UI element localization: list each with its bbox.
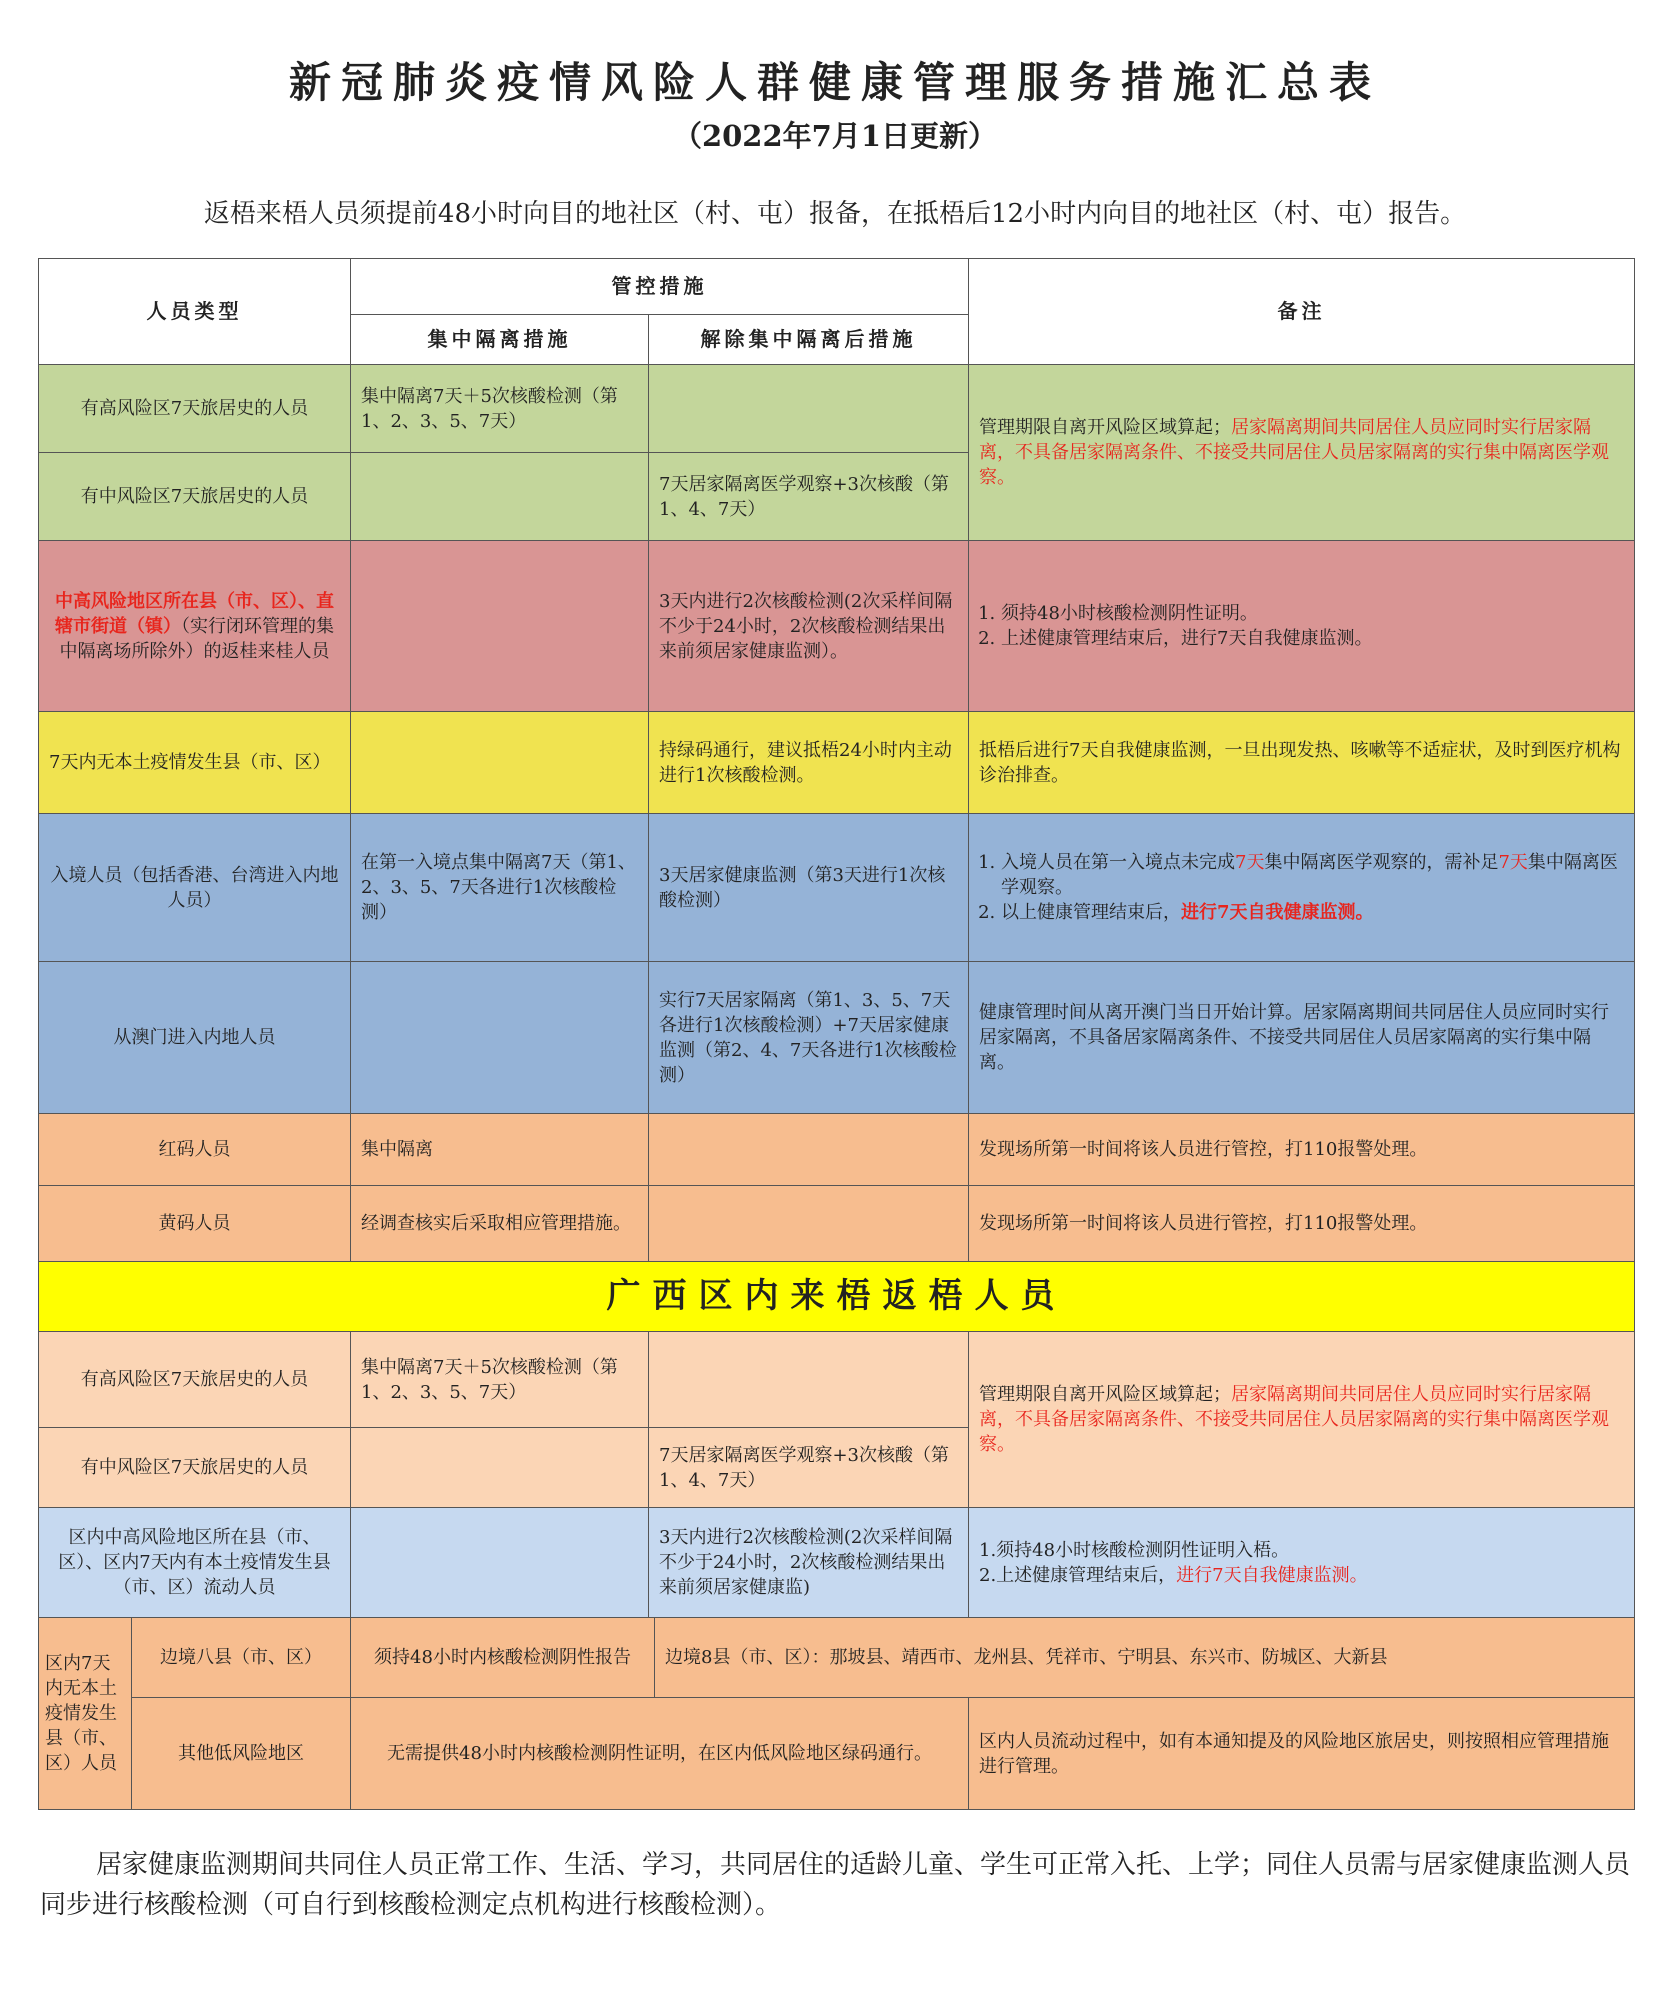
after-release-cell: 7天居家隔离医学观察+3次核酸（第1、4、7天） bbox=[649, 453, 969, 541]
header-after-release: 解除集中隔离后措施 bbox=[649, 315, 969, 365]
remark-highlight-text: 7天 bbox=[1498, 852, 1528, 873]
table-row bbox=[39, 814, 1635, 962]
person-type-cell: 入境人员（包括香港、台湾进入内地人员） bbox=[39, 814, 351, 962]
after-release-cell bbox=[649, 1186, 969, 1262]
remarks-cell: 健康管理时间从离开澳门当日开始计算。居家隔离期间共同居住人员应同时实行居家隔离，不具备居家隔离条件、不接受共同居住人员居家隔离的实行集中隔离。 bbox=[969, 962, 1635, 1114]
person-type-cell: 7天内无本土疫情发生县（市、区） bbox=[39, 712, 351, 814]
person-type-cell: 有高风险区7天旅居史的人员 bbox=[39, 1332, 351, 1428]
remarks-cell bbox=[969, 1332, 1635, 1508]
remark-item bbox=[979, 1563, 1624, 1588]
person-type-cell: 红码人员 bbox=[39, 1114, 351, 1186]
person-type-group-cell: 区内7天内无本土疫情发生县（市、区）人员 bbox=[39, 1618, 132, 1810]
after-release-cell bbox=[649, 1332, 969, 1428]
person-type-cell: 区内中高风险地区所在县（市、区）、区内7天内有本土疫情发生县（市、区）流动人员 bbox=[39, 1508, 351, 1618]
header-remarks: 备注 bbox=[969, 259, 1635, 365]
remark-highlight-text: 进行7天自我健康监测。 bbox=[1176, 1564, 1368, 1586]
page-title: 新冠肺炎疫情风险人群健康管理服务措施汇总表 bbox=[288, 58, 1381, 107]
table-row bbox=[39, 1332, 1635, 1428]
section-banner-title: 广西区内来梧返梧人员 bbox=[39, 1262, 1635, 1332]
after-release-cell: 3天居家健康监测（第3天进行1次核酸检测） bbox=[649, 814, 969, 962]
remarks-cell: 发现场所第一时间将该人员进行管控，打110报警处理。 bbox=[969, 1114, 1635, 1186]
remark-text: 集中隔离医学观察的，需补足 bbox=[1264, 852, 1499, 873]
remarks-cell: 抵梧后进行7天自我健康监测，一旦出现发热、咳嗽等不适症状，及时到医疗机构诊治排查。 bbox=[969, 712, 1635, 814]
remark-text: 2.上述健康管理结束后， bbox=[979, 1564, 1177, 1586]
remark-item: 1.须持48小时核酸检测阴性证明入梧。 bbox=[979, 1539, 1290, 1561]
section-banner bbox=[39, 1262, 1635, 1332]
intro-text: 返梧来梧人员须提前48小时向目的地社区（村、屯）报备，在抵梧后12小时内向目的地社区（村、屯）报告。 bbox=[203, 199, 1467, 229]
centralized-cell bbox=[351, 541, 649, 712]
centralized-cell bbox=[351, 1508, 649, 1618]
table-row bbox=[39, 1618, 1635, 1698]
remark-item: 2. 上述健康管理结束后，进行7天自我健康监测。 bbox=[1001, 626, 1624, 651]
measure-cell: 须持48小时内核酸检测阴性报告 bbox=[351, 1618, 655, 1698]
remark-item bbox=[1001, 900, 1624, 925]
remarks-cell bbox=[969, 365, 1635, 541]
remarks-cell bbox=[969, 1508, 1635, 1618]
person-type-cell: 有中风险区7天旅居史的人员 bbox=[39, 1428, 351, 1508]
remark-text: 集中隔离医学观察。 bbox=[1001, 852, 1618, 898]
table-row bbox=[39, 1698, 1635, 1810]
after-release-cell bbox=[649, 1114, 969, 1186]
centralized-cell: 集中隔离7天＋5次核酸检测（第1、2、3、5、7天） bbox=[351, 1332, 649, 1428]
measures-table bbox=[38, 258, 1635, 1810]
centralized-cell bbox=[351, 712, 649, 814]
after-release-cell: 3天内进行2次核酸检测(2次采样间隔不少于24小时，2次核酸检测结果出来前须居家健康监) bbox=[649, 1508, 969, 1618]
person-type-highlight: 中高风险地区所在县（市、区）、直辖市街道（镇） bbox=[55, 590, 334, 637]
remark-normal-text: 管理期限自离开风险区域算起； bbox=[979, 1384, 1231, 1405]
centralized-cell bbox=[351, 1428, 649, 1508]
after-release-cell: 7天居家隔离医学观察+3次核酸（第1、4、7天） bbox=[649, 1428, 969, 1508]
remark-highlight-text: 居家隔离期间共同居住人员应同时实行居家隔离，不具备居家隔离条件、不接受共同居住人员居家隔离的实行集中隔离医学观察。 bbox=[979, 417, 1609, 488]
centralized-cell: 在第一入境点集中隔离7天（第1、2、3、5、7天各进行1次核酸检测） bbox=[351, 814, 649, 962]
remark-highlight-text: 进行7天自我健康监测。 bbox=[1181, 902, 1374, 923]
person-type-cell: 其他低风险地区 bbox=[132, 1698, 351, 1810]
measure-cell: 无需提供48小时内核酸检测阴性证明，在区内低风险地区绿码通行。 bbox=[351, 1698, 969, 1810]
person-type-rest: （实行闭环管理的集中隔离场所除外）的返桂来桂人员 bbox=[59, 615, 334, 662]
remark-highlight-text: 7天 bbox=[1235, 852, 1265, 873]
centralized-cell: 经调查核实后采取相应管理措施。 bbox=[351, 1186, 649, 1262]
table-row bbox=[39, 962, 1635, 1114]
remark-item: 1. 须持48小时核酸检测阴性证明。 bbox=[1001, 601, 1624, 626]
header-centralized: 集中隔离措施 bbox=[351, 315, 649, 365]
person-type-cell: 边境八县（市、区） bbox=[132, 1618, 351, 1698]
header-control-measures: 管控措施 bbox=[351, 259, 969, 315]
after-release-cell: 实行7天居家隔离（第1、3、5、7天各进行1次核酸检测）+7天居家健康监测（第2、4、7天各进行1次核酸检测） bbox=[649, 962, 969, 1114]
remark-text: 入境人员在第一入境点未完成 bbox=[1001, 852, 1235, 873]
after-release-cell: 持绿码通行，建议抵梧24小时内主动进行1次核酸检测。 bbox=[649, 712, 969, 814]
centralized-cell: 集中隔离7天＋5次核酸检测（第1、2、3、5、7天） bbox=[351, 365, 649, 453]
table-row bbox=[39, 541, 1635, 712]
person-type-cell: 黄码人员 bbox=[39, 1186, 351, 1262]
remark-item bbox=[1001, 850, 1624, 900]
header-person-type: 人员类型 bbox=[39, 259, 351, 365]
after-release-cell bbox=[649, 365, 969, 453]
table-row bbox=[39, 365, 1635, 453]
centralized-cell bbox=[351, 453, 649, 541]
remark-normal-text: 管理期限自离开风险区域算起； bbox=[979, 417, 1231, 438]
remarks-cell: 边境8县（市、区）：那坡县、靖西市、龙州县、凭祥市、宁明县、东兴市、防城区、大新县 bbox=[655, 1618, 1635, 1698]
person-type-cell: 有中风险区7天旅居史的人员 bbox=[39, 453, 351, 541]
remark-text: 以上健康管理结束后， bbox=[1001, 902, 1181, 923]
update-date: （2022年7月1日更新） bbox=[672, 119, 998, 153]
table-row bbox=[39, 1186, 1635, 1262]
table-row bbox=[39, 712, 1635, 814]
remarks-cell: 发现场所第一时间将该人员进行管控，打110报警处理。 bbox=[969, 1186, 1635, 1262]
after-release-cell: 3天内进行2次核酸检测(2次采样间隔不少于24小时，2次核酸检测结果出来前须居家健康监测）。 bbox=[649, 541, 969, 712]
remark-highlight-text: 居家隔离期间共同居住人员应同时实行居家隔离，不具备居家隔离条件、不接受共同居住人员居家隔离的实行集中隔离医学观察。 bbox=[979, 1384, 1609, 1455]
table-row bbox=[39, 1114, 1635, 1186]
remarks-cell: 区内人员流动过程中，如有本通知提及的风险地区旅居史，则按照相应管理措施进行管理。 bbox=[969, 1698, 1635, 1810]
person-type-cell: 有高风险区7天旅居史的人员 bbox=[39, 365, 351, 453]
person-type-cell: 从澳门进入内地人员 bbox=[39, 962, 351, 1114]
table-row bbox=[39, 1508, 1635, 1618]
centralized-cell bbox=[351, 962, 649, 1114]
person-type-cell bbox=[39, 541, 351, 712]
footer-note: 居家健康监测期间共同住人员正常工作、生活、学习，共同居住的适龄儿童、学生可正常入托、上学；同住人员需与居家健康监测人员同步进行核酸检测（可自行到核酸检测定点机构进行核酸检测）。 bbox=[40, 1850, 1631, 1920]
remarks-cell bbox=[969, 814, 1635, 962]
remarks-cell bbox=[969, 541, 1635, 712]
centralized-cell: 集中隔离 bbox=[351, 1114, 649, 1186]
